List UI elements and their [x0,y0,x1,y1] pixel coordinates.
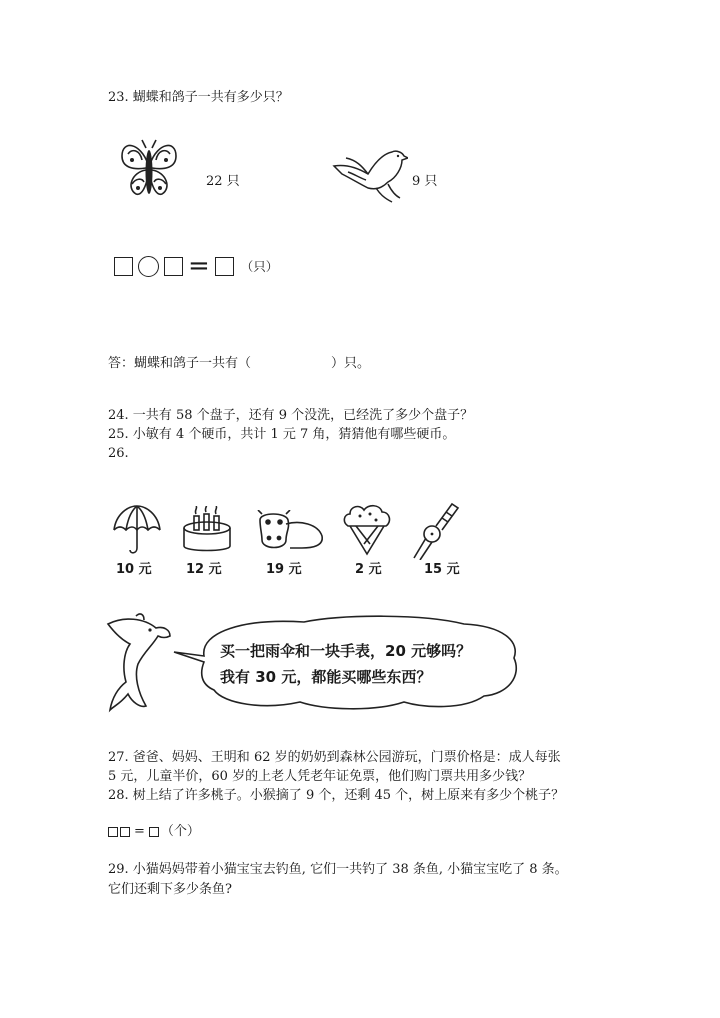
q28-equals: = [134,824,145,839]
umbrella-icon [112,504,162,556]
q28-text: 28. 树上结了许多桃子。小猴摘了 9 个，还剩 45 个，树上原来有多少个桃子？ [108,788,565,803]
operator-circle[interactable] [138,256,159,277]
cake-price: 12 元 [186,562,222,577]
q28-equation [108,822,200,842]
bubble-line-2: 我有 30 元，都能买哪些东西？ [220,668,432,686]
q23-question: 23. 蝴蝶和鸽子一共有多少只？ [108,90,289,105]
equals-sign: = [188,251,210,281]
bubble-line-1: 买一把雨伞和一块手表，20 元够吗？ [220,642,472,660]
pigeon-count: 9 只 [412,174,438,189]
answer-box-2[interactable] [164,257,183,276]
watch-icon [412,500,464,560]
watch-price: 15 元 [424,562,460,577]
answer-prefix: 答：蝴蝶和鸽子一共有（ [108,356,252,371]
cake-icon [180,506,234,554]
butterfly-count: 22 只 [206,174,240,189]
q26-number: 26. [108,446,129,461]
hippo-icon [256,510,326,554]
answer-box-1[interactable] [114,257,133,276]
q28-box-1[interactable] [108,827,118,837]
q28-box-3[interactable] [149,827,159,837]
pigeon-icon [332,144,408,206]
q28-box-2[interactable] [120,827,130,837]
unit-label: （只） [240,259,279,274]
q28-unit: （个） [160,824,200,839]
q27-line-2: 5 元，儿童半价，60 岁的上老人凭老年证免票，他们购门票共用多少钱？ [108,769,532,784]
hippo-price: 19 元 [266,562,302,577]
umbrella-price: 10 元 [116,562,152,577]
q29-line-1: 29. 小猫妈妈带着小猫宝宝去钓鱼, 它们一共钓了 38 条鱼, 小猫宝宝吃了 8 条。 [108,862,568,877]
equation-row [114,251,279,281]
ice-cream-icon [342,502,392,556]
ice-cream-price: 2 元 [355,562,382,577]
answer-box-3[interactable] [215,257,234,276]
answer-suffix: ）只。 [331,356,371,371]
q25-text: 25. 小敏有 4 个硬币，共计 1 元 7 角，猜猜他有哪些硬币。 [108,427,456,442]
dolphin-icon [108,619,170,710]
q29-line-2: 它们还剩下多少条鱼? [108,882,232,897]
butterfly-icon [118,138,180,202]
q24-text: 24. 一共有 58 个盘子，还有 9 个没洗，已经洗了多少个盘子？ [108,408,474,423]
q27-line-1: 27. 爸爸、妈妈、王明和 62 岁的奶奶到森林公园游玩，门票价格是：成人每张 [108,750,561,765]
q23-answer [108,354,370,374]
